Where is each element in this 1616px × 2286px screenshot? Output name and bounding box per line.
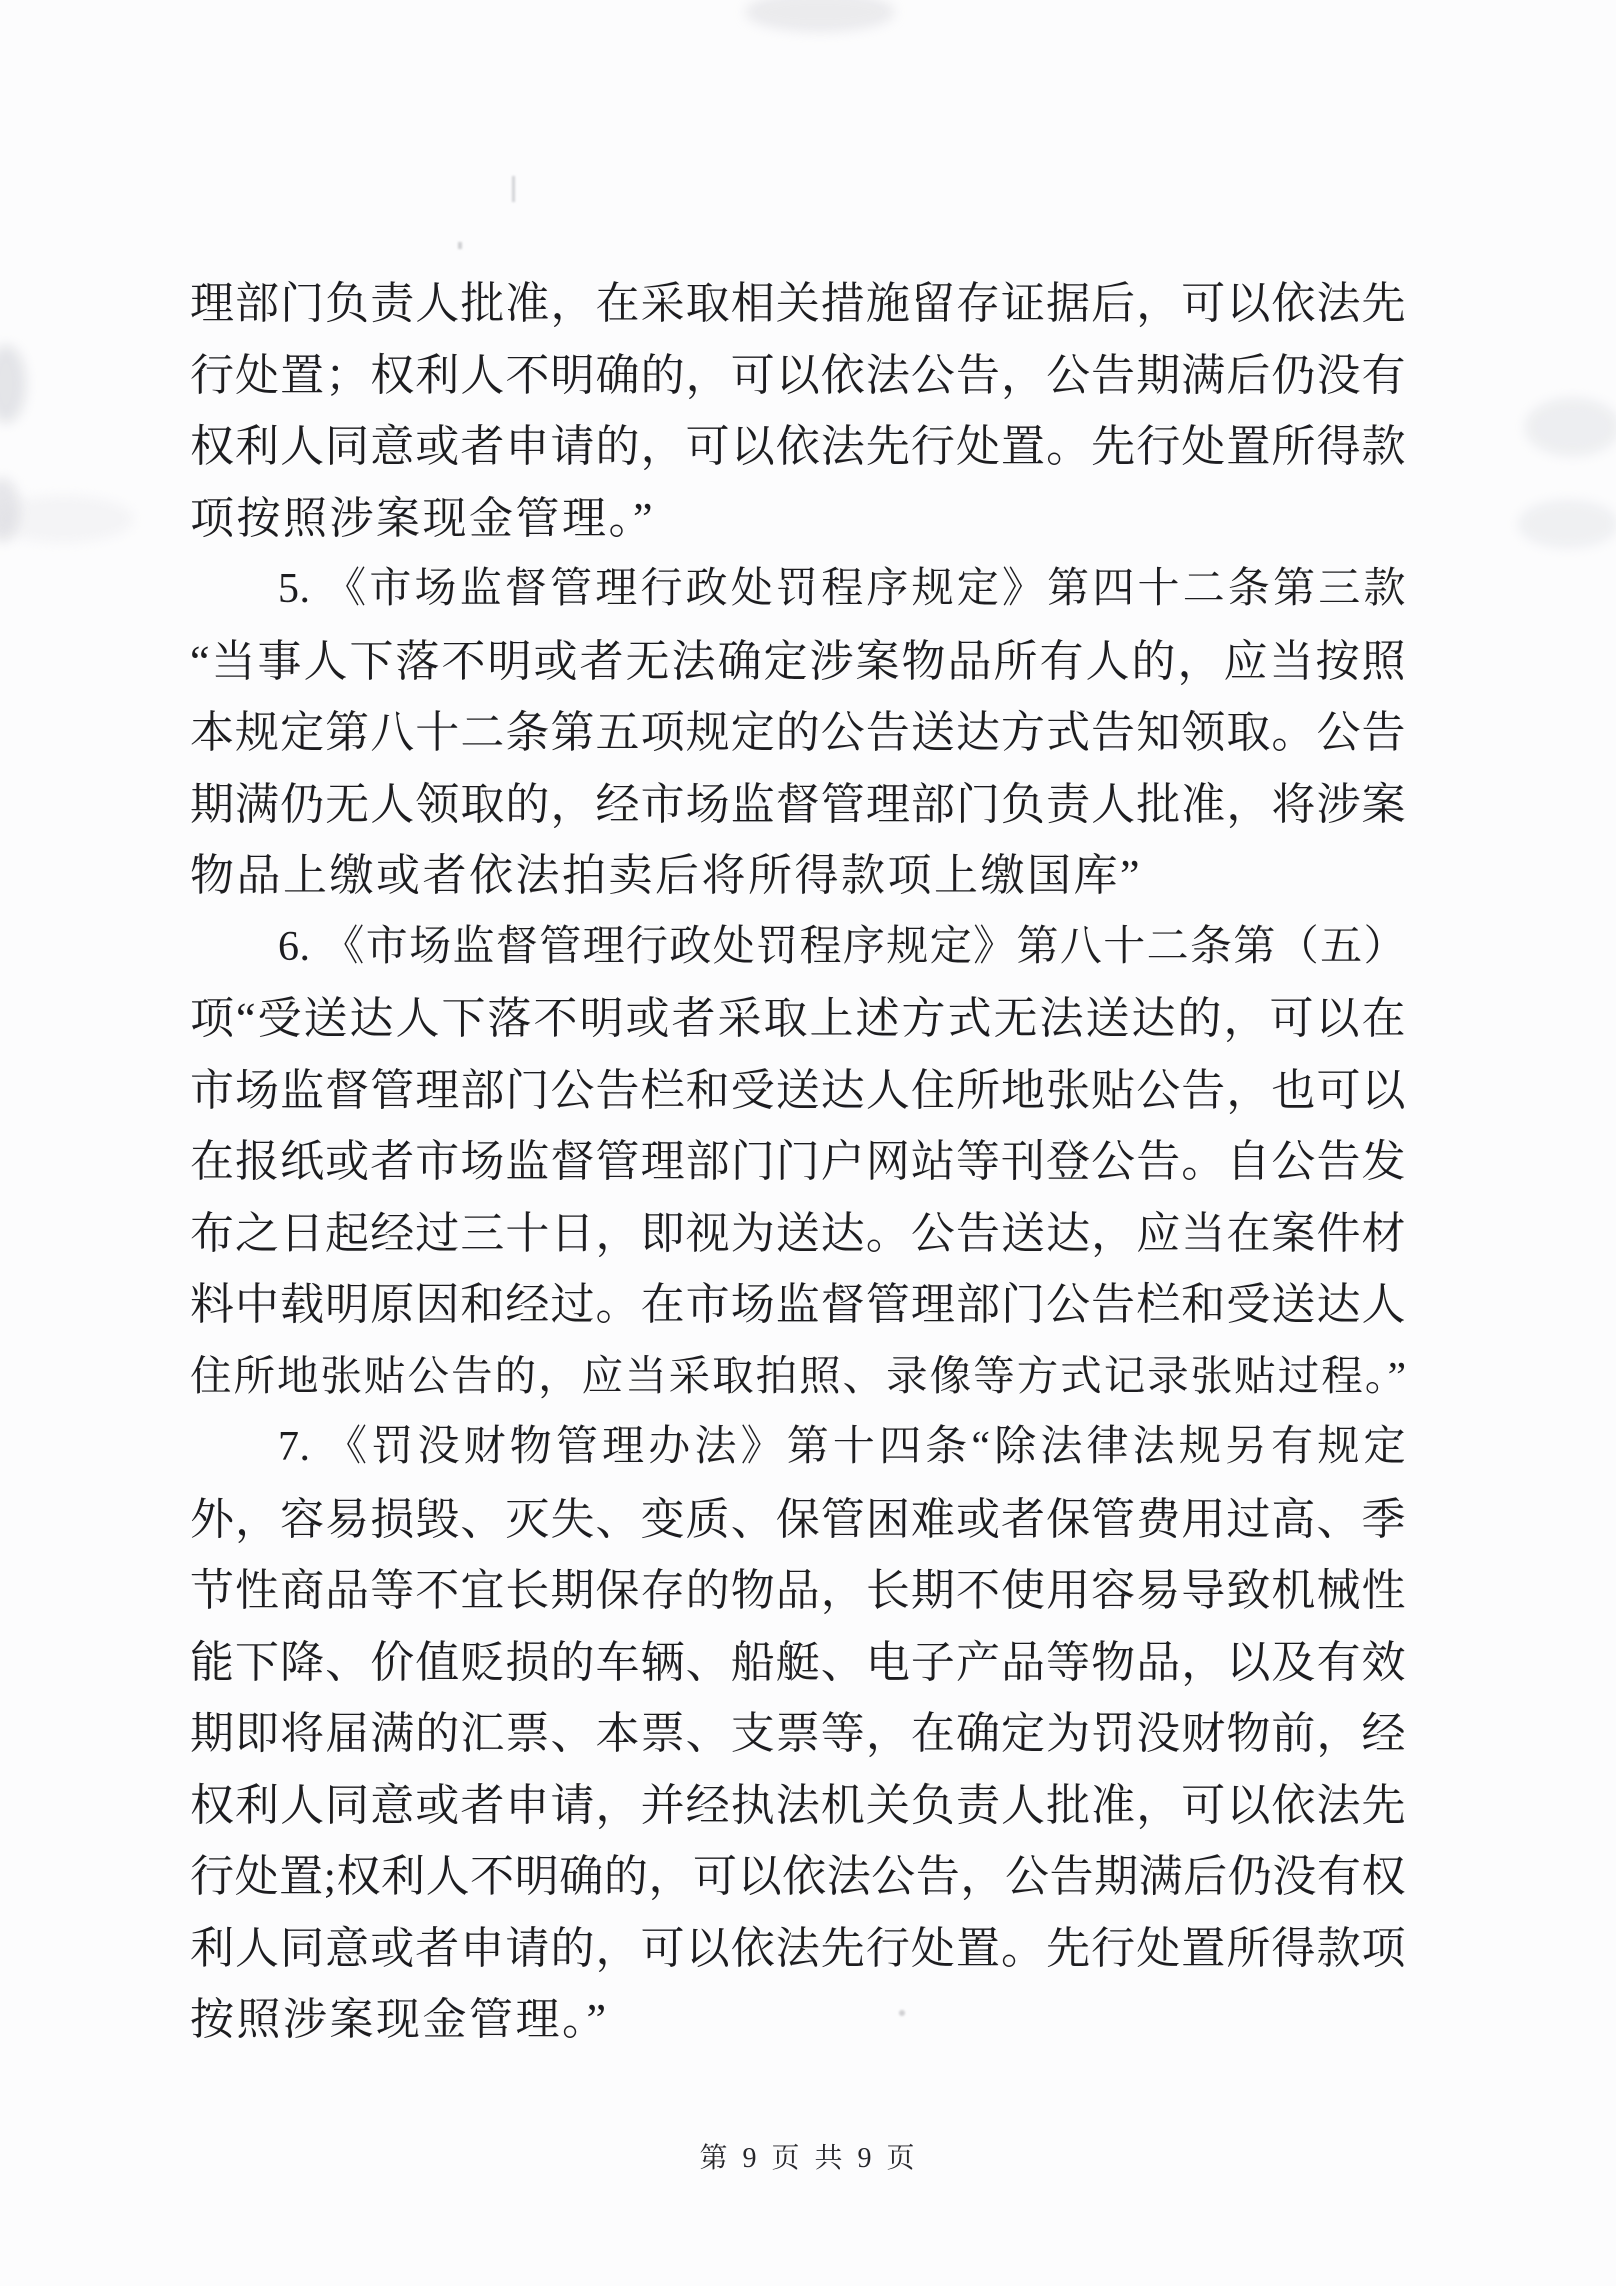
document-body	[190, 268, 1406, 2056]
text-line: 外，容易损毁、灭失、变质、保管困难或者保管费用过高、季	[190, 1494, 1406, 1544]
text-line: 6. 《市场监督管理行政处罚程序规定》第八十二条第（五）	[278, 923, 1406, 970]
text-line: 行处置；权利人不明确的，可以依法公告，公告期满后仍没有	[190, 350, 1406, 400]
text-line: 7. 《罚没财物管理办法》第十四条“除法律法规另有规定	[278, 1424, 1406, 1470]
text-line: 节性商品等不宜长期保存的物品，长期不使用容易导致机械性	[190, 1566, 1406, 1615]
text-line: 期即将届满的汇票、本票、支票等，在确定为罚没财物前，经	[190, 1709, 1406, 1758]
page-number: 第 9 页 共 9 页	[699, 2143, 917, 2174]
scan-artifact	[512, 176, 515, 202]
scan-artifact	[0, 495, 134, 543]
text-line: 市场监督管理部门公告栏和受送达人住所地张贴公告，也可以	[190, 1065, 1406, 1115]
scan-artifact	[0, 478, 20, 542]
text-line: 5. 《市场监督管理行政处罚程序规定》第四十二条第三款	[278, 566, 1406, 612]
scan-artifact	[1518, 500, 1616, 548]
text-line: 料中载明原因和经过。在市场监督管理部门公告栏和受送达人	[190, 1280, 1406, 1329]
text-line: 权利人同意或者申请的，可以依法先行处置。先行处置所得款	[190, 422, 1406, 471]
text-line: 在报纸或者市场监督管理部门门户网站等刊登公告。自公告发	[190, 1137, 1406, 1186]
text-line: 住所地张贴公告的，应当采取拍照、录像等方式记录张贴过程。”	[190, 1352, 1406, 1399]
text-line: 权利人同意或者申请，并经执法机关负责人批准，可以依法先	[190, 1780, 1406, 1830]
text-line: 能下降、价值贬损的车辆、船艇、电子产品等物品，以及有效	[190, 1637, 1406, 1687]
text-line: 理部门负责人批准，在采取相关措施留存证据后，可以依法先	[190, 279, 1406, 328]
text-line: 项按照涉案现金管理。”	[190, 493, 656, 543]
text-line: 行处置;权利人不明确的，可以依法公告，公告期满后仍没有权	[190, 1852, 1406, 1901]
text-line: 物品上缴或者依法拍卖后将所得款项上缴国库”	[190, 851, 1143, 900]
text-line: 本规定第八十二条第五项规定的公告送达方式告知领取。公告	[190, 708, 1406, 757]
text-line: 项“受送达人下落不明或者采取上述方式无法送达的，可以在	[190, 994, 1406, 1043]
scan-artifact	[745, 0, 895, 32]
text-line: 利人同意或者申请的，可以依法先行处置。先行处置所得款项	[190, 1923, 1406, 1973]
text-line: “当事人下落不明或者无法确定涉案物品所有人的，应当按照	[190, 636, 1406, 686]
text-line: 布之日起经过三十日，即视为送达。公告送达，应当在案件材	[190, 1208, 1406, 1258]
text-line: 期满仍无人领取的，经市场监督管理部门负责人批准，将涉案	[190, 779, 1406, 829]
scan-artifact	[1525, 398, 1616, 456]
scan-artifact	[0, 345, 26, 423]
text-line: 按照涉案现金管理。”	[190, 1995, 609, 2044]
scan-artifact	[458, 242, 462, 249]
